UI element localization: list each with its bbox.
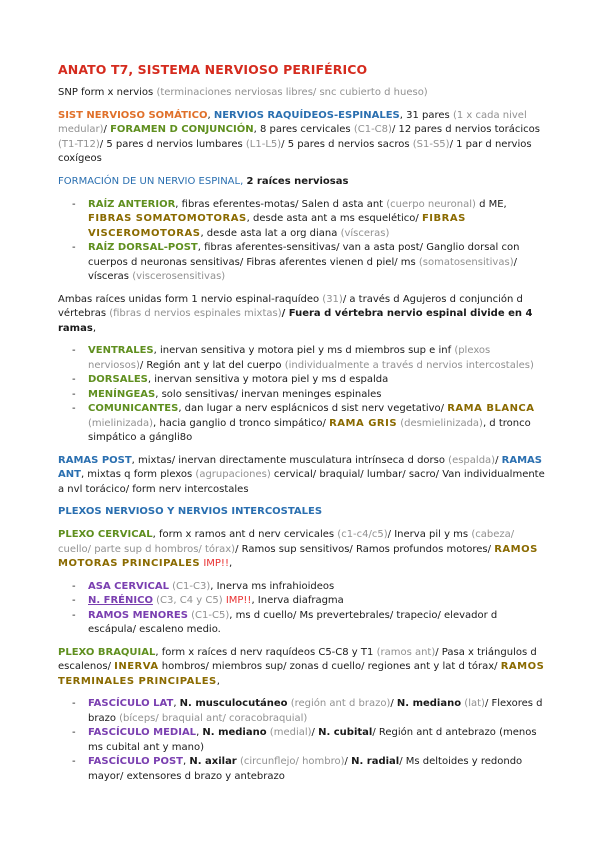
cervical-plexus-paragraph: PLEXO CERVICAL, form x ramos ant d nerv cervicales (c1-c4/c5)/ Inerva pil y ms (cabeza/ cuello/ parte sup d hombros/ tórax)/ Ramos sup sensitivos/ Ramos profundos motores/ RAMOS MOTORAS PRINCIPALES IMP!!, [58,529,538,569]
list-item: - FASCÍCULO POST, N. axilar (circunflejo/ hombro)/ N. radial/ Ms deltoides y redondo mayor/ extensores d brazo y antebrazo [88,755,546,784]
snp-paragraph: SIST NERVIOSO SOMÁTICO, NERVIOS RAQUÍDEOS-ESPINALES, 31 pares (1 x cada nivel medular)/ FORAMEN D CONJUNCIÓN, 8 pares cervicales (C1-C8)/ 12 pares d nervios torácicos (T1-T12)/ 5 pares d nervios lumbares (L1-L5)/ 5 pares d nervios sacros (S1-S5)/ 1 par d nervios coxígeos [58,109,541,164]
section-heading-formation: FORMACIÓN DE UN NERVIO ESPINAL, 2 raíces nerviosas [58,175,349,187]
intro-paragraph [58,86,546,101]
both-roots-paragraph: Ambas raíces unidas form 1 nervio espinal-raquídeo (31)/ a través d Agujeros d conjunción d vértebras (fibras d nervios espinales mixtas)/ Fuera d vértebra nervio espinal divide en 4 ramas, [58,293,533,334]
document-page [58,62,546,792]
list-item: - N. FRÉNICO (C3, C4 y C5) IMP!!, Inerva diafragma [88,594,546,609]
list-item: - FASCÍCULO LAT, N. musculocutáneo (región ant d brazo)/ N. mediano (lat)/ Flexores d brazo (bíceps/ braquial ant/ coracobraquial) [88,697,546,726]
term-somatic: SIST NERVIOSO SOMÁTICO [58,109,208,121]
term-foramen: FORAMEN D CONJUNCIÓN [110,124,254,135]
intro-note: (terminaciones nerviosas libres/ snc cubierto d hueso) [156,87,428,98]
ramas-paragraph: RAMAS POST, mixtas/ inervan directamente musculatura intrínseca d dorso (espalda)/ RAMAS ANT, mixtas q form plexos (agrupaciones) cervical/ braquial/ lumbar/ sacro/ Van individualmente a nvl torácico/ form nerv intercostales [58,454,545,495]
document-title: ANATO T7, SISTEMA NERVIOSO PERIFÉRICO [58,62,368,77]
cervical-list [58,580,546,638]
list-item: - RAMOS MENORES (C1-C5), ms d cuello/ Ms prevertebrales/ trapecio/ elevador d escápula/ escaleno medio. [88,609,546,638]
list-item: - DORSALES, inervan sensitiva y motora piel y ms d espalda [88,373,546,388]
branches-list [58,344,546,446]
list-item: - MENÍNGEAS, solo sensitivas/ inervan meninges espinales [88,388,546,403]
list-item: - RAÍZ ANTERIOR, fibras eferentes-motas/ Salen d asta ant (cuerpo neuronal) d ME, FIBRAS SOMATOMOTORAS, desde asta ant a ms esquelético/ FIBRAS VISCEROMOTORAS, desde asta lat a org diana (vísceras) [88,198,546,242]
list-item: - ASA CERVICAL (C1-C3), Inerva ms infrahioideos [88,580,546,595]
list-item: - VENTRALES, inervan sensitiva y motora piel y ms d miembros sup e inf (plexos nerviosos)/ Región ant y lat del cuerpo (individualmente a través d nervios intercostales) [88,344,546,373]
list-item: - FASCÍCULO MEDIAL, N. mediano (medial)/ N. cubital/ Región ant d antebrazo (menos ms cubital ant y mano) [88,726,546,755]
brachial-plexus-paragraph: PLEXO BRAQUIAL, form x raíces d nerv raquídeos C5-C8 y T1 (ramos ant)/ Pasa x triángulos d escalenos/ INERVA hombros/ miembros sup/ zonas d cuello/ regiones ant y lat d tórax/ RAMOS TERMINALES PRINCIPALES, [58,646,545,687]
intro-text: SNP form x nervios [58,87,157,98]
term-spinal-nerves: NERVIOS RAQUÍDEOS-ESPINALES [213,109,400,121]
roots-list [58,198,546,285]
section-heading-plexos: PLEXOS NERVIOSO Y NERVIOS INTERCOSTALES [58,506,323,517]
list-item: - RAÍZ DORSAL-POST, fibras aferentes-sensitivas/ van a asta post/ Ganglio dorsal con cuerpos d neuronas sensitivas/ Fibras aferentes vienen d piel/ ms (somatosensitivas)/ vísceras (viscerosensitivas) [88,241,546,285]
list-item: - COMUNICANTES, dan lugar a nerv esplácnicos d sist nerv vegetativo/ RAMA BLANCA (mielinizada), hacia ganglio d tronco simpático/ RAMA GRIS (desmielinizada), d tronco simpático a gángli8o [88,402,546,446]
brachial-list [58,697,546,784]
